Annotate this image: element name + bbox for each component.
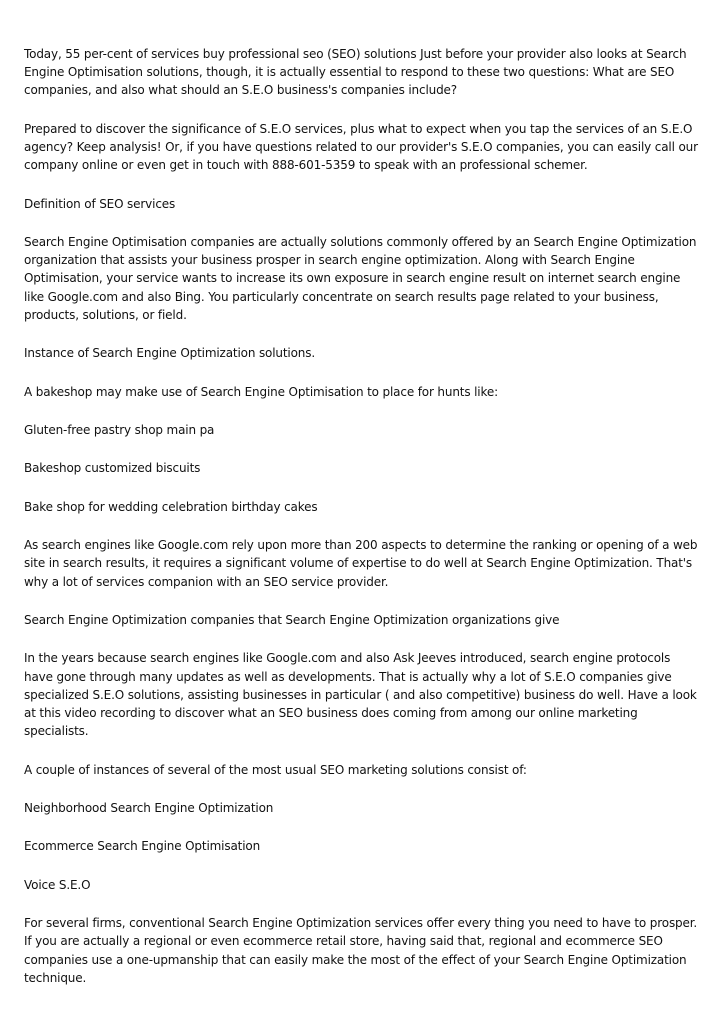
article-body [24, 45, 698, 1007]
list-item: Neighborhood Search Engine Optimization [24, 800, 274, 815]
list-item: Bake shop for wedding celebration birthday cakes [24, 499, 318, 514]
list-item: Ecommerce Search Engine Optimisation [24, 839, 261, 854]
paragraph: A couple of instances of several of the most usual SEO marketing solutions consist of: [24, 762, 527, 777]
paragraph: Search Engine Optimisation companies are actually solutions commonly offered by an Search Engine Optimization organization that assists your business prosper in search engine optimization. Along with Search Engine Optimisation, your service wants to increase its own exposure in search engine result on internet search engine like Google.com and also Bing. You particularly concentrate on search results page related to your business, products, solutions, or field. [24, 234, 697, 322]
paragraph: Today, 55 per-cent of services buy professional seo (SEO) solutions Just before your provider also looks at Search Engine Optimisation solutions, though, it is actually essential to respond to these two questions: What are SEO companies, and also what should an S.E.O business's companies include? [24, 47, 687, 98]
section-heading: Definition of SEO services [24, 196, 176, 211]
list-item: Bakeshop customized biscuits [24, 461, 201, 476]
list-item: Voice S.E.O [24, 877, 91, 892]
paragraph: In the years because search engines like Google.com and also Ask Jeeves introduced, search engine protocols have gone through many updates as well as developments. That is actually why a lot of S.E.O companies give specialized S.E.O solutions, assisting businesses in particular ( and also competitive) business do well. Have a look at this video recording to discover what an SEO business does coming from among our online marketing specialists. [24, 651, 697, 739]
section-heading: Instance of Search Engine Optimization solutions. [24, 346, 316, 361]
section-heading: Search Engine Optimization companies that Search Engine Optimization organizations give [24, 612, 560, 627]
paragraph: For several firms, conventional Search Engine Optimization services offer every thing you need to have to prosper. If you are actually a regional or even ecommerce retail store, having said that, regional and ecommerce SEO companies use a one-upmanship that can easily make the most of the effect of your Search Engine Optimization technique. [24, 916, 698, 985]
paragraph: A bakeshop may make use of Search Engine Optimisation to place for hunts like: [24, 384, 498, 399]
paragraph: As search engines like Google.com rely upon more than 200 aspects to determine the ranking or opening of a web site in search results, it requires a significant volume of expertise to do well at Search Engine Optimization. That's why a lot of services companion with an SEO service provider. [24, 538, 698, 589]
paragraph: Prepared to discover the significance of S.E.O services, plus what to expect when you tap the services of an S.E.O agency? Keep analysis! Or, if you have questions related to our provider's S.E.O companies, you can easily call our company online or even get in touch with 888-601-5359 to speak with an professional schemer. [24, 121, 698, 173]
list-item: Gluten-free pastry shop main pa [24, 422, 215, 437]
